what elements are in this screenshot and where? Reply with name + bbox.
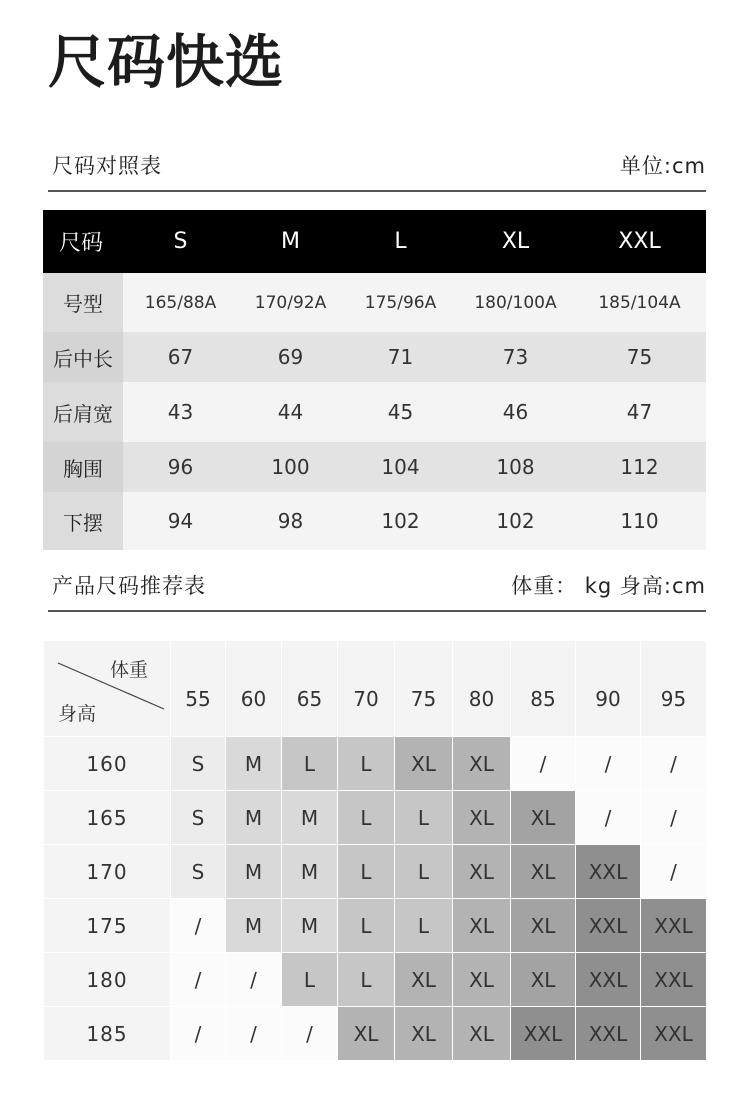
- size-cell: L: [282, 953, 338, 1007]
- size-chart-heading: 尺码对照表: [52, 154, 162, 178]
- table-cell: 102: [458, 492, 573, 550]
- recommendation-header-row: [44, 641, 707, 737]
- size-cell: L: [338, 845, 395, 899]
- weight-column-header: 60: [226, 641, 282, 737]
- size-cell: XXL: [576, 899, 641, 953]
- size-cell: XL: [453, 791, 511, 845]
- table-cell: 73: [458, 332, 573, 382]
- size-cell: XXL: [641, 899, 707, 953]
- table-row: [44, 899, 707, 953]
- size-cell: M: [282, 899, 338, 953]
- table-cell: 71: [343, 332, 458, 382]
- size-chart-col-header: 尺码: [43, 210, 123, 273]
- size-cell: L: [338, 791, 395, 845]
- size-cell: XL: [453, 953, 511, 1007]
- size-cell: L: [395, 899, 453, 953]
- weight-column-header: 85: [511, 641, 576, 737]
- size-cell: M: [226, 899, 282, 953]
- size-cell: XL: [453, 737, 511, 791]
- table-cell: 175/96A: [343, 273, 458, 332]
- recommendation-header: [48, 570, 706, 612]
- size-chart-unit: 单位:cm: [619, 154, 706, 178]
- weight-column-header: 90: [576, 641, 641, 737]
- size-cell: S: [171, 791, 226, 845]
- size-cell: /: [171, 953, 226, 1007]
- size-cell: XL: [395, 953, 453, 1007]
- weight-column-header: 80: [453, 641, 511, 737]
- table-cell: 45: [343, 382, 458, 442]
- size-cell: /: [282, 1007, 338, 1061]
- table-cell: 67: [123, 332, 238, 382]
- weight-axis-label: 体重: [109, 659, 148, 681]
- size-cell: XL: [453, 899, 511, 953]
- size-cell: XXL: [641, 953, 707, 1007]
- height-row-header: 185: [44, 1007, 171, 1061]
- size-cell: /: [171, 1007, 226, 1061]
- page-title: 尺码快选: [48, 28, 285, 96]
- weight-column-header: 95: [641, 641, 707, 737]
- row-label: 下摆: [43, 492, 123, 550]
- size-cell: /: [641, 791, 707, 845]
- table-cell: 75: [573, 332, 706, 382]
- table-cell: 94: [123, 492, 238, 550]
- size-cell: /: [511, 737, 576, 791]
- size-cell: L: [282, 737, 338, 791]
- height-axis-label: 身高: [58, 703, 97, 725]
- table-row: [43, 492, 706, 550]
- table-cell: 165/88A: [123, 273, 238, 332]
- table-cell: 47: [573, 382, 706, 442]
- table-row: [43, 382, 706, 442]
- table-row: [44, 791, 707, 845]
- size-cell: XL: [395, 737, 453, 791]
- table-row: [44, 845, 707, 899]
- size-cell: XXL: [576, 1007, 641, 1061]
- table-cell: 43: [123, 382, 238, 442]
- table-row: [44, 953, 707, 1007]
- row-label: 后中长: [43, 332, 123, 382]
- size-cell: /: [576, 737, 641, 791]
- size-cell: /: [226, 1007, 282, 1061]
- table-row: [43, 273, 706, 332]
- size-cell: /: [641, 737, 707, 791]
- table-cell: 108: [458, 442, 573, 492]
- table-cell: 98: [238, 492, 343, 550]
- size-chart-col-header: L: [343, 210, 458, 273]
- table-cell: 112: [573, 442, 706, 492]
- size-cell: /: [226, 953, 282, 1007]
- table-cell: 96: [123, 442, 238, 492]
- row-label: 胸围: [43, 442, 123, 492]
- size-cell: L: [338, 737, 395, 791]
- recommendation-heading: 产品尺码推荐表: [52, 574, 206, 598]
- size-cell: XL: [338, 1007, 395, 1061]
- table-cell: 102: [343, 492, 458, 550]
- size-cell: L: [395, 791, 453, 845]
- size-cell: M: [282, 791, 338, 845]
- weight-column-header: 75: [395, 641, 453, 737]
- table-cell: 180/100A: [458, 273, 573, 332]
- table-cell: 69: [238, 332, 343, 382]
- diagonal-header-cell: [44, 641, 171, 737]
- size-chart-col-header: S: [123, 210, 238, 273]
- recommendation-table: [43, 640, 707, 1061]
- size-chart-col-header: M: [238, 210, 343, 273]
- table-cell: 100: [238, 442, 343, 492]
- size-cell: XL: [453, 845, 511, 899]
- size-chart-table: [43, 210, 706, 550]
- height-row-header: 175: [44, 899, 171, 953]
- row-label: 后肩宽: [43, 382, 123, 442]
- table-row: [43, 332, 706, 382]
- recommendation-unit: 体重： kg 身高:cm: [511, 574, 706, 598]
- size-cell: L: [338, 899, 395, 953]
- size-cell: M: [282, 845, 338, 899]
- height-row-header: 170: [44, 845, 171, 899]
- size-cell: /: [171, 899, 226, 953]
- size-cell: XL: [511, 953, 576, 1007]
- size-cell: XXL: [511, 1007, 576, 1061]
- height-row-header: 180: [44, 953, 171, 1007]
- height-row-header: 160: [44, 737, 171, 791]
- weight-column-header: 55: [171, 641, 226, 737]
- size-chart-col-header: XXL: [573, 210, 706, 273]
- size-chart-col-header: XL: [458, 210, 573, 273]
- table-cell: 104: [343, 442, 458, 492]
- size-cell: M: [226, 791, 282, 845]
- height-row-header: 165: [44, 791, 171, 845]
- size-cell: /: [576, 791, 641, 845]
- table-row: [43, 442, 706, 492]
- size-cell: XXL: [576, 953, 641, 1007]
- weight-column-header: 70: [338, 641, 395, 737]
- size-cell: L: [338, 953, 395, 1007]
- table-cell: 44: [238, 382, 343, 442]
- size-cell: XL: [511, 845, 576, 899]
- size-cell: XXL: [576, 845, 641, 899]
- size-cell: S: [171, 845, 226, 899]
- table-row: [44, 1007, 707, 1061]
- size-cell: XL: [395, 1007, 453, 1061]
- size-cell: S: [171, 737, 226, 791]
- size-cell: /: [641, 845, 707, 899]
- size-cell: XL: [453, 1007, 511, 1061]
- size-cell: XXL: [641, 1007, 707, 1061]
- row-label: 号型: [43, 273, 123, 332]
- table-cell: 185/104A: [573, 273, 706, 332]
- size-chart-header-row: [43, 210, 706, 273]
- size-cell: M: [226, 737, 282, 791]
- table-cell: 170/92A: [238, 273, 343, 332]
- size-cell: XL: [511, 899, 576, 953]
- size-chart-header: [48, 150, 706, 192]
- size-cell: XL: [511, 791, 576, 845]
- table-row: [44, 737, 707, 791]
- table-cell: 110: [573, 492, 706, 550]
- size-cell: M: [226, 845, 282, 899]
- table-cell: 46: [458, 382, 573, 442]
- weight-column-header: 65: [282, 641, 338, 737]
- size-cell: L: [395, 845, 453, 899]
